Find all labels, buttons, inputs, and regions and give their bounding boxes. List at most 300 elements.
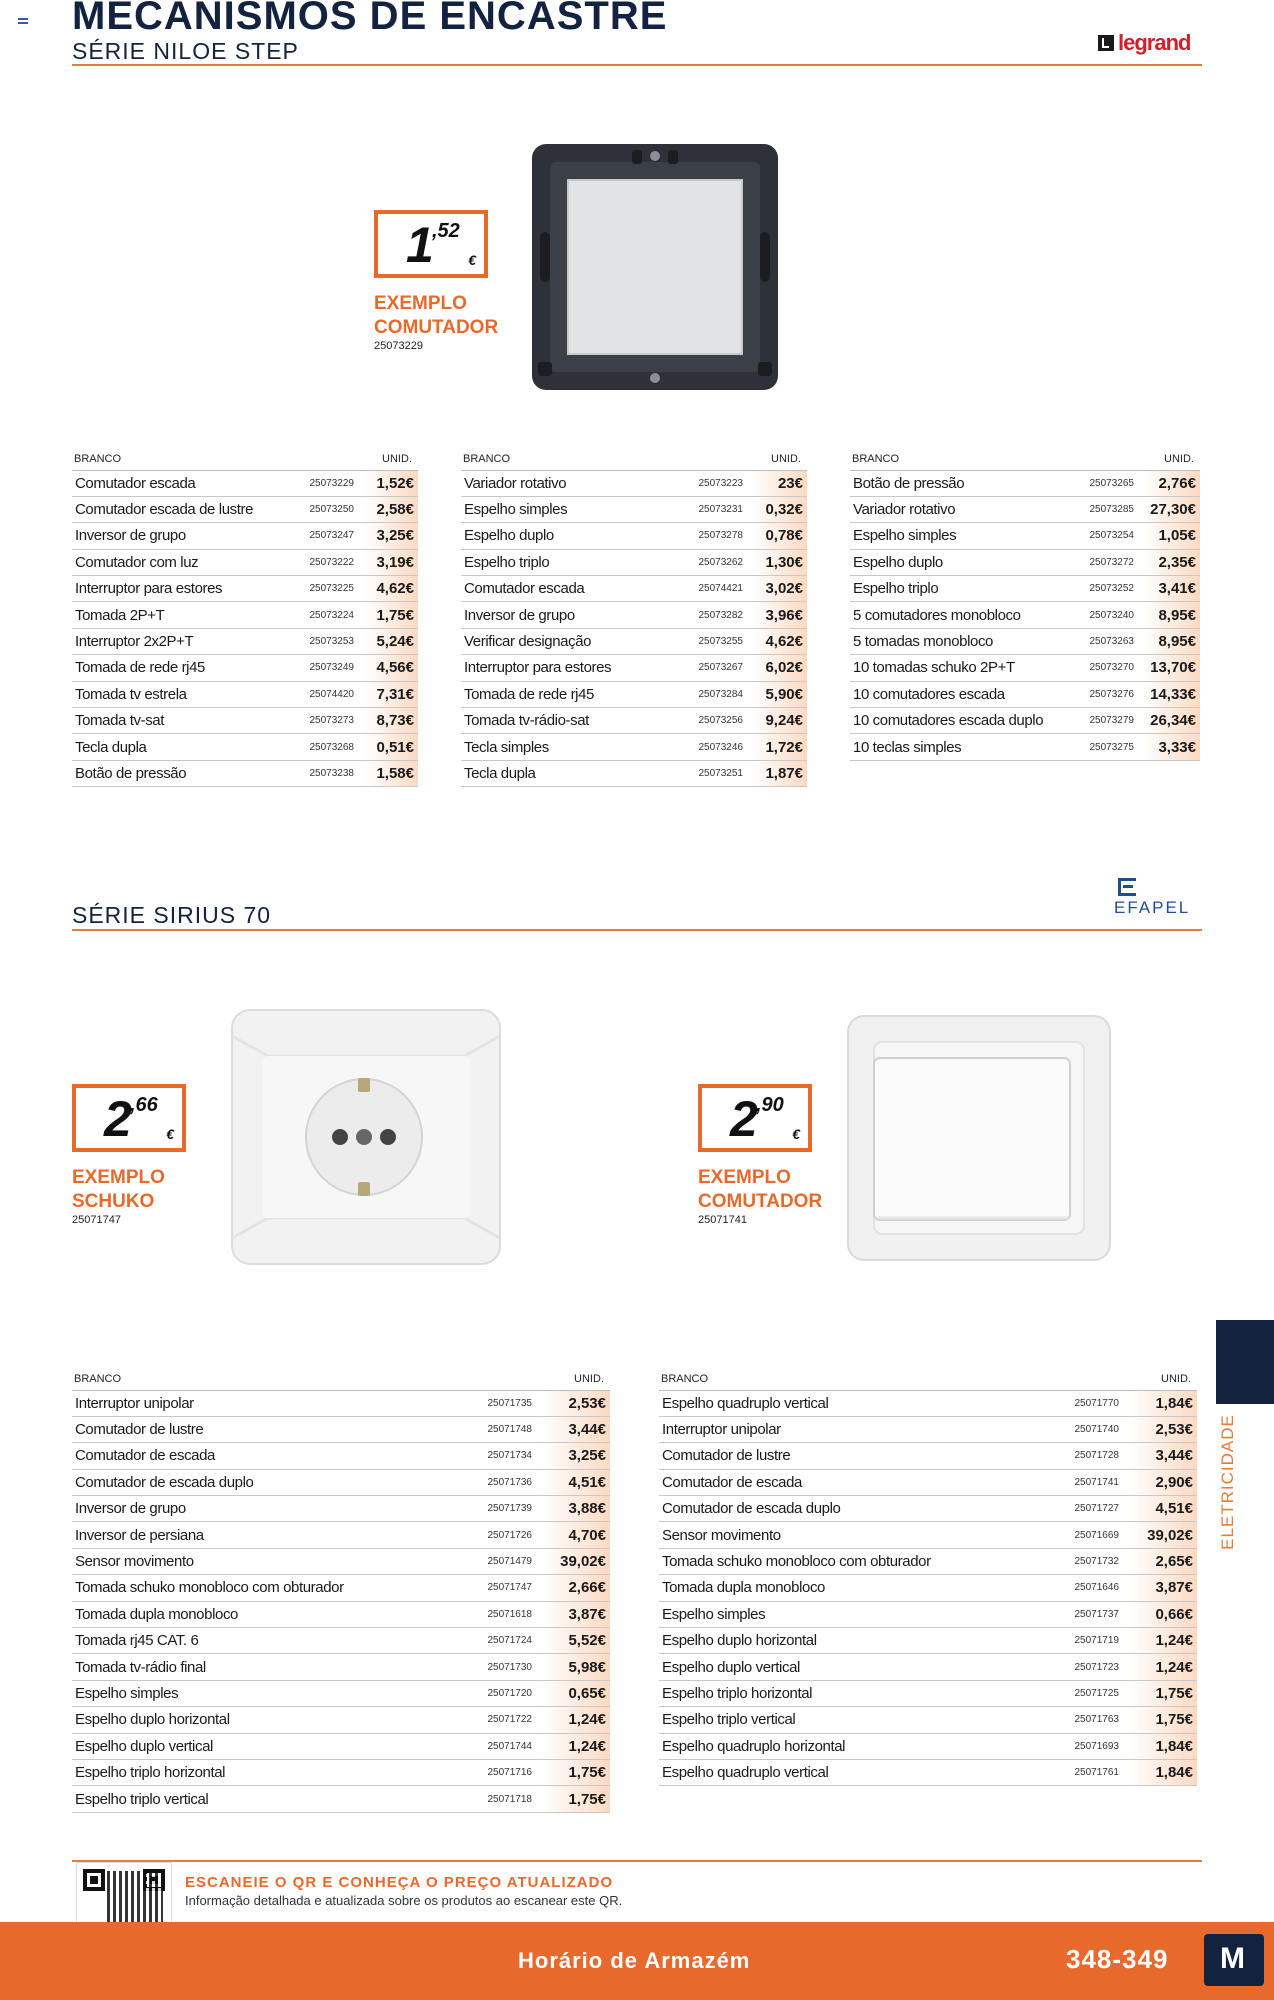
product-code: 25073251 [667,760,753,786]
product-name: Espelho triplo vertical [659,1707,1019,1733]
product-price: 2,58€ [364,496,418,522]
product-price: 23€ [753,470,807,496]
table-row [659,1680,1197,1706]
product-name: Inversor de grupo [461,602,667,628]
product-code: 25071732 [1019,1548,1129,1574]
product-name: Comutador de escada [659,1469,1019,1495]
table-row [72,602,418,628]
product-code: 25073273 [278,708,364,734]
product-code: 25073270 [1056,655,1144,681]
table-row [850,734,1200,760]
product-price: 8,95€ [1144,628,1200,654]
product-name: Tomada tv estrela [72,681,278,707]
product-code: 25073238 [278,760,364,786]
product-code: 25071722 [432,1707,542,1733]
product-name: Interruptor unipolar [72,1390,432,1416]
product-code: 25073240 [1056,602,1144,628]
table-row [659,1628,1197,1654]
product-price: 0,66€ [1129,1601,1197,1627]
product-name: Inversor de grupo [72,523,278,549]
product-code: 25073284 [667,681,753,707]
product-price: 1,52€ [364,470,418,496]
table-row [72,1680,610,1706]
product-price: 5,24€ [364,628,418,654]
sirius-comutador-code: 25071741 [698,1214,747,1226]
product-name: Verificar designação [461,628,667,654]
table-row [850,708,1200,734]
product-name: Comutador escada [461,576,667,602]
product-price: 4,70€ [542,1522,610,1548]
product-code: 25071726 [432,1522,542,1548]
menu-icon[interactable] [18,18,28,24]
product-name: Tomada schuko monobloco com obturador [72,1575,432,1601]
product-name: 5 tomadas monobloco [850,628,1056,654]
table-row [850,496,1200,522]
product-price: 3,87€ [542,1601,610,1627]
category-label: ELETRICIDADE [1217,1414,1237,1550]
table-row [461,523,807,549]
product-code: 25073247 [278,523,364,549]
product-price: 4,56€ [364,655,418,681]
product-price: 1,24€ [542,1707,610,1733]
table-row [461,470,807,496]
product-name: Espelho triplo horizontal [72,1759,432,1785]
product-price: 2,53€ [1129,1416,1197,1442]
product-code: 25073223 [667,470,753,496]
table-row [72,1733,610,1759]
product-name: Comutador de escada [72,1443,432,1469]
product-price: 1,24€ [1129,1628,1197,1654]
product-code: 25073224 [278,602,364,628]
product-name: Espelho duplo vertical [659,1654,1019,1680]
product-name: Comutador com luz [72,549,278,575]
product-code: 25071734 [432,1443,542,1469]
product-code: 25073229 [278,470,364,496]
product-price: 5,90€ [753,681,807,707]
table-row [72,1496,610,1522]
product-price: 3,19€ [364,549,418,575]
niloe-example-code: 25073229 [374,340,423,352]
product-code: 25073253 [278,628,364,654]
product-price: 1,24€ [1129,1654,1197,1680]
product-name: Espelho duplo horizontal [72,1707,432,1733]
niloe-series-title: SÉRIE NILOE STEP [72,38,299,64]
niloe-example-label: EXEMPLO COMUTADOR [374,293,499,338]
product-code: 25073222 [278,549,364,575]
product-code: 25071724 [432,1628,542,1654]
sirius-schuko-code: 25071747 [72,1214,121,1226]
product-name: Tecla dupla [72,734,278,760]
table-row [461,602,807,628]
product-price: 26,34€ [1144,708,1200,734]
table-row [72,470,418,496]
product-code: 25071761 [1019,1759,1129,1785]
product-name: Espelho simples [461,496,667,522]
product-code: 25073250 [278,496,364,522]
product-code: 25071728 [1019,1443,1129,1469]
product-name: Tomada schuko monobloco com obturador [659,1548,1019,1574]
product-name: Espelho triplo horizontal [659,1680,1019,1706]
product-name: 10 comutadores escada duplo [850,708,1056,734]
product-code: 25071741 [1019,1469,1129,1495]
table-row [659,1443,1197,1469]
sirius-switch-image [844,1012,1114,1264]
product-price: 3,88€ [542,1496,610,1522]
sirius-comutador-label: EXEMPLO COMUTADOR [698,1167,823,1212]
schuko-socket-image [228,1006,504,1268]
product-price: 3,41€ [1144,576,1200,602]
product-code: 25071763 [1019,1707,1129,1733]
legrand-logo: legrand [1098,30,1190,56]
table-row [659,1707,1197,1733]
table-row [72,1759,610,1785]
table-row [850,576,1200,602]
product-name: Espelho quadruplo vertical [659,1759,1019,1785]
product-name: Espelho triplo [850,576,1056,602]
product-code: 25071723 [1019,1654,1129,1680]
product-code: 25073278 [667,523,753,549]
product-code: 25073268 [278,734,364,760]
product-name: Interruptor 2x2P+T [72,628,278,654]
product-price: 4,62€ [364,576,418,602]
product-price: 2,53€ [542,1390,610,1416]
product-price: 1,75€ [364,602,418,628]
table-row [461,496,807,522]
table-row [659,1390,1197,1416]
product-name: Espelho duplo vertical [72,1733,432,1759]
product-name: Comutador de escada duplo [659,1496,1019,1522]
product-code: 25071720 [432,1680,542,1706]
product-name: Comutador de lustre [659,1443,1019,1469]
product-price: 1,75€ [542,1786,610,1812]
table-row [72,1416,610,1442]
product-price: 5,98€ [542,1654,610,1680]
product-name: Inversor de grupo [72,1496,432,1522]
product-price: 1,05€ [1144,523,1200,549]
product-code: 25073249 [278,655,364,681]
product-price: 14,33€ [1144,681,1200,707]
table-row [72,1628,610,1654]
product-code: 25071740 [1019,1416,1129,1442]
product-name: Tomada 2P+T [72,602,278,628]
table-row [850,470,1200,496]
product-code: 25073231 [667,496,753,522]
product-name: Tomada de rede rj45 [72,655,278,681]
product-price: 1,84€ [1129,1759,1197,1785]
niloe-table-1: BRANCO UNID. Comutador escada 25073229 1,52€ Comutador escada de lustre 25073250 2,58€ Inversor de grupo 25073247 3,25€ Comutador com luz 25073222 3,19€ Interruptor para estores 25073225 4,62€ Tomada 2P+T 25073224 1,75€ Interruptor 2x2P+T 25073253 5,24€ Tomada de rede rj45 25073249 4,56€ Tomada tv estrela 25074420 7,31€ Tomada tv-sat 25073273 8,73€ Tecla dupla 25073268 0,51€ Botão de pressão 25073238 1,58€ [72,452,418,787]
table-row [72,1548,610,1574]
product-name: Tomada dupla monobloco [72,1601,432,1627]
product-name: Espelho simples [659,1601,1019,1627]
product-price: 2,66€ [542,1575,610,1601]
product-price: 2,35€ [1144,549,1200,575]
product-price: 6,02€ [753,655,807,681]
product-price: 27,30€ [1144,496,1200,522]
product-code: 25071479 [432,1548,542,1574]
product-price: 1,75€ [542,1759,610,1785]
table-row [850,681,1200,707]
table-row [461,708,807,734]
product-name: Espelho simples [72,1680,432,1706]
product-price: 3,96€ [753,602,807,628]
product-name: Tomada dupla monobloco [659,1575,1019,1601]
product-name: Tomada tv-rádio final [72,1654,432,1680]
product-name: Interruptor para estores [461,655,667,681]
product-name: 10 teclas simples [850,734,1056,760]
product-code: 25071725 [1019,1680,1129,1706]
sirius-divider [72,929,1202,931]
product-price: 13,70€ [1144,655,1200,681]
product-code: 25071718 [432,1786,542,1812]
product-name: Tomada rj45 CAT. 6 [72,1628,432,1654]
table-row [72,708,418,734]
product-price: 4,51€ [1129,1496,1197,1522]
table-row [72,734,418,760]
product-code: 25071744 [432,1733,542,1759]
table-row [850,549,1200,575]
product-price: 8,73€ [364,708,418,734]
product-name: Tecla dupla [461,760,667,786]
product-code: 25073254 [1056,523,1144,549]
product-name: 10 tomadas schuko 2P+T [850,655,1056,681]
table-row [850,523,1200,549]
table-row [659,1469,1197,1495]
niloe-switch-image [520,132,790,402]
product-name: Espelho triplo vertical [72,1786,432,1812]
table-row [72,1601,610,1627]
product-code: 25071748 [432,1416,542,1442]
product-price: 1,30€ [753,549,807,575]
product-name: Sensor movimento [72,1548,432,1574]
page-title: MECANISMOS DE ENCASTRE [72,0,668,38]
product-code: 25071646 [1019,1575,1129,1601]
product-price: 0,51€ [364,734,418,760]
product-name: Espelho quadruplo vertical [659,1390,1019,1416]
table-row [461,628,807,654]
table-row [659,1654,1197,1680]
table-row [461,681,807,707]
product-price: 3,87€ [1129,1575,1197,1601]
product-code: 25073265 [1056,470,1144,496]
table-row [659,1759,1197,1785]
table-row [659,1416,1197,1442]
product-code: 25071747 [432,1575,542,1601]
product-code: 25073282 [667,602,753,628]
product-code: 25071693 [1019,1733,1129,1759]
product-name: 5 comutadores monobloco [850,602,1056,628]
product-name: Sensor movimento [659,1522,1019,1548]
product-name: Botão de pressão [72,760,278,786]
sirius-comutador-price-tag: 2 ,90 € [698,1084,812,1152]
store-hours-link[interactable]: Horário de Armazém [518,1948,751,1973]
product-name: Tomada tv-rádio-sat [461,708,667,734]
product-code: 25073275 [1056,734,1144,760]
table-row [659,1733,1197,1759]
category-tab[interactable] [1216,1320,1274,1404]
niloe-table-2: BRANCO UNID. Variador rotativo 25073223 23€ Espelho simples 25073231 0,32€ Espelho duplo 25073278 0,78€ Espelho triplo 25073262 1,30€ Comutador escada 25074421 3,02€ Inversor de grupo 25073282 3,96€ Verificar designação 25073255 4,62€ Interruptor para estores 25073267 6,02€ Tomada de rede rj45 25073284 5,90€ Tomada tv-rádio-sat 25073256 9,24€ Tecla simples 25073246 1,72€ Tecla dupla 25073251 1,87€ [461,452,807,787]
product-code: 25071735 [432,1390,542,1416]
product-code: 25071618 [432,1601,542,1627]
product-code: 25073285 [1056,496,1144,522]
product-code: 25071669 [1019,1522,1129,1548]
table-row [72,523,418,549]
product-code: 25071716 [432,1759,542,1785]
niloe-divider [72,64,1202,66]
footer-bar [0,1922,1274,2000]
product-price: 7,31€ [364,681,418,707]
table-row [72,1522,610,1548]
table-row [850,602,1200,628]
product-name: Espelho simples [850,523,1056,549]
product-code: 25071736 [432,1469,542,1495]
table-row [72,1707,610,1733]
product-name: Comutador de escada duplo [72,1469,432,1495]
product-price: 2,90€ [1129,1469,1197,1495]
product-name: Interruptor unipolar [659,1416,1019,1442]
product-name: Tomada tv-sat [72,708,278,734]
product-name: Espelho duplo horizontal [659,1628,1019,1654]
product-name: 10 comutadores escada [850,681,1056,707]
table-row [72,576,418,602]
table-row [72,1654,610,1680]
table-row [72,1390,610,1416]
product-name: Tomada de rede rj45 [461,681,667,707]
product-code: 25073262 [667,549,753,575]
page-numbers: 348-349 [1066,1944,1169,1974]
product-code: 25073225 [278,576,364,602]
table-row [72,1443,610,1469]
product-price: 4,62€ [753,628,807,654]
table-row [461,734,807,760]
product-code: 25071737 [1019,1601,1129,1627]
product-price: 1,75€ [1129,1680,1197,1706]
product-price: 2,65€ [1129,1548,1197,1574]
table-row [72,655,418,681]
product-name: Variador rotativo [461,470,667,496]
table-row [72,1786,610,1812]
product-name: Espelho duplo [850,549,1056,575]
product-code: 25071739 [432,1496,542,1522]
table-row [72,549,418,575]
table-row [72,760,418,786]
product-code: 25071727 [1019,1496,1129,1522]
product-code: 25073279 [1056,708,1144,734]
product-price: 3,33€ [1144,734,1200,760]
product-code: 25071770 [1019,1390,1129,1416]
product-price: 0,32€ [753,496,807,522]
product-code: 25073267 [667,655,753,681]
table-row [850,655,1200,681]
product-price: 3,25€ [542,1443,610,1469]
product-price: 3,44€ [542,1416,610,1442]
table-row [659,1601,1197,1627]
product-price: 1,75€ [1129,1707,1197,1733]
product-name: Botão de pressão [850,470,1056,496]
niloe-price-tag: 1 ,52 € [374,210,488,278]
product-name: Comutador escada de lustre [72,496,278,522]
product-code: 25071719 [1019,1628,1129,1654]
product-price: 1,84€ [1129,1390,1197,1416]
qr-title: ESCANEIE O QR E CONHEÇA O PREÇO ATUALIZADO [185,1874,614,1891]
table-row [461,760,807,786]
product-price: 5,52€ [542,1628,610,1654]
product-price: 4,51€ [542,1469,610,1495]
sirius-schuko-price-tag: 2 ,66 € [72,1084,186,1152]
product-price: 1,87€ [753,760,807,786]
product-price: 39,02€ [1129,1522,1197,1548]
product-price: 0,65€ [542,1680,610,1706]
product-code: 25073246 [667,734,753,760]
product-code: 25073252 [1056,576,1144,602]
product-name: Interruptor para estores [72,576,278,602]
product-price: 0,78€ [753,523,807,549]
product-code: 25071730 [432,1654,542,1680]
product-name: Variador rotativo [850,496,1056,522]
efapel-mark-icon [1118,878,1136,896]
table-row [72,628,418,654]
brand-logo-icon: M [1204,1934,1264,1986]
table-row [72,1469,610,1495]
product-price: 1,84€ [1129,1733,1197,1759]
product-name: Espelho duplo [461,523,667,549]
product-price: 2,76€ [1144,470,1200,496]
table-row [461,655,807,681]
product-price: 9,24€ [753,708,807,734]
product-name: Espelho triplo [461,549,667,575]
table-row [659,1575,1197,1601]
efapel-logo: EFAPEL [1114,878,1190,918]
table-row [850,628,1200,654]
table-row [461,576,807,602]
product-price: 3,02€ [753,576,807,602]
product-name: Comutador de lustre [72,1416,432,1442]
product-price: 39,02€ [542,1548,610,1574]
table-row [659,1522,1197,1548]
product-price: 1,58€ [364,760,418,786]
table-row [659,1496,1197,1522]
product-code: 25073263 [1056,628,1144,654]
product-code: 25073276 [1056,681,1144,707]
sirius-series-title: SÉRIE SIRIUS 70 [72,902,272,928]
sirius-table-1: BRANCO UNID. Interruptor unipolar 25071735 2,53€ Comutador de lustre 25071748 3,44€ Comutador de escada 25071734 3,25€ Comutador de escada duplo 25071736 4,51€ Inversor de grupo 25071739 3,88€ Inversor de persiana 25071726 4,70€ Sensor movimento 25071479 39,02€ Tomada schuko monobloco com obturador 25071747 2,66€ Tomada dupla monobloco 25071618 3,87€ Tomada rj45 CAT. 6 25071724 5,52€ Tomada tv-rádio final 25071730 5,98€ Espelho simples 25071720 0,65€ Espelho duplo horizontal 25071722 1,24€ Espelho duplo vertical 25071744 1,24€ Espelho triplo horizontal 25071716 1,75€ Espelho triplo vertical 25071718 1,75€ [72,1372,610,1813]
product-name: Comutador escada [72,470,278,496]
product-name: Tecla simples [461,734,667,760]
product-code: 25074421 [667,576,753,602]
niloe-table-3: BRANCO UNID. Botão de pressão 25073265 2,76€ Variador rotativo 25073285 27,30€ Espelho simples 25073254 1,05€ Espelho duplo 25073272 2,35€ Espelho triplo 25073252 3,41€ 5 comutadores monobloco 25073240 8,95€ 5 tomadas monobloco 25073263 8,95€ 10 tomadas schuko 2P+T 25073270 13,70€ 10 comutadores escada 25073276 14,33€ 10 comutadores escada duplo 25073279 26,34€ 10 teclas simples 25073275 3,33€ [850,452,1200,761]
qr-description: Informação detalhada e atualizada sobre os produtos ao escanear este QR. [185,1893,623,1908]
sirius-schuko-label: EXEMPLO SCHUKO [72,1167,165,1212]
product-price: 1,24€ [542,1733,610,1759]
product-price: 1,72€ [753,734,807,760]
product-code: 25073255 [667,628,753,654]
product-code: 25073272 [1056,549,1144,575]
product-price: 3,25€ [364,523,418,549]
product-name: Espelho quadruplo horizontal [659,1733,1019,1759]
sirius-table-2: BRANCO UNID. Espelho quadruplo vertical 25071770 1,84€ Interruptor unipolar 25071740 2,53€ Comutador de lustre 25071728 3,44€ Comutador de escada 25071741 2,90€ Comutador de escada duplo 25071727 4,51€ Sensor movimento 25071669 39,02€ Tomada schuko monobloco com obturador 25071732 2,65€ Tomada dupla monobloco 25071646 3,87€ Espelho simples 25071737 0,66€ Espelho duplo horizontal 25071719 1,24€ Espelho duplo vertical 25071723 1,24€ Espelho triplo horizontal 25071725 1,75€ Espelho triplo vertical 25071763 1,75€ Espelho quadruplo horizontal 25071693 1,84€ Espelho quadruplo vertical 25071761 1,84€ [659,1372,1197,1786]
product-price: 8,95€ [1144,602,1200,628]
product-code: 25073256 [667,708,753,734]
table-row [461,549,807,575]
product-name: Inversor de persiana [72,1522,432,1548]
table-row [72,681,418,707]
table-row [72,1575,610,1601]
qr-divider [72,1860,1202,1862]
product-price: 3,44€ [1129,1443,1197,1469]
table-row [659,1548,1197,1574]
table-row [72,496,418,522]
legrand-mark-icon [1098,35,1114,51]
product-code: 25074420 [278,681,364,707]
